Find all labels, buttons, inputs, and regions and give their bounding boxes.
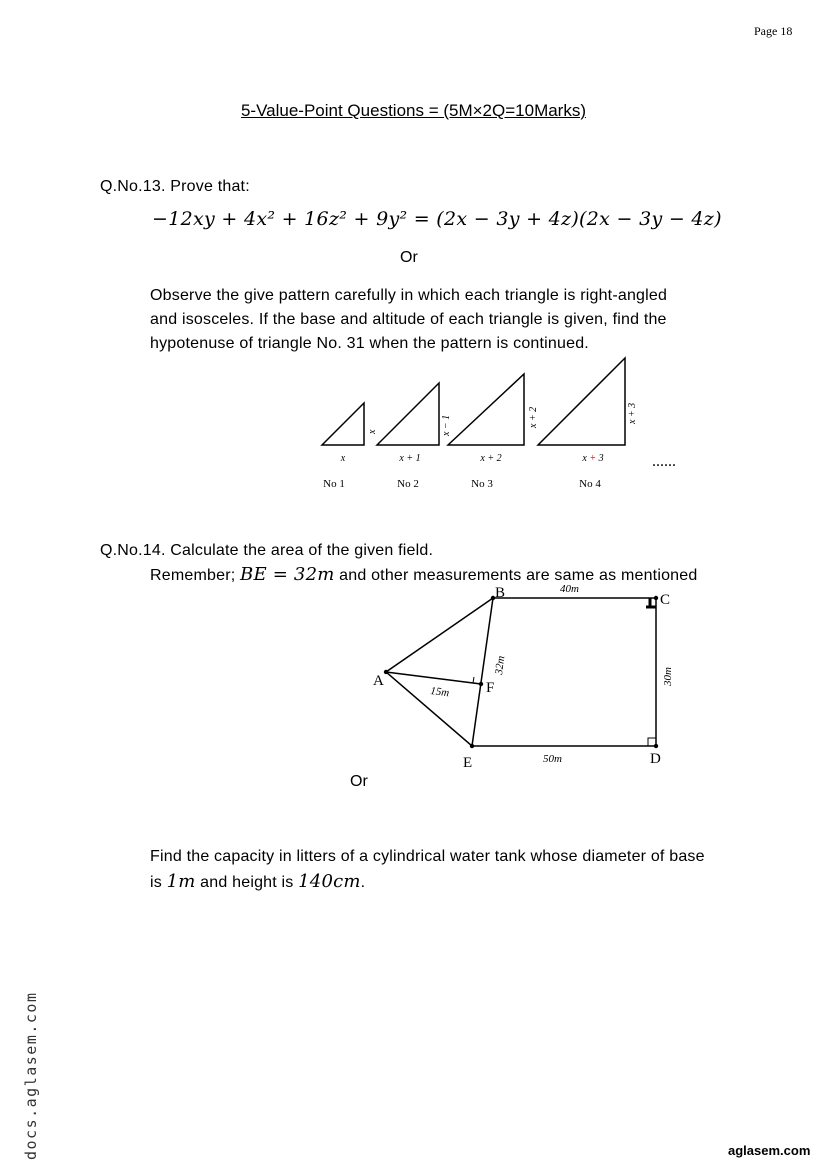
side-watermark: docs.aglasem.com [22, 991, 40, 1160]
q14-alt-end: . [360, 874, 366, 891]
page-number: Page 18 [754, 24, 793, 38]
q14-alt-mid: and height is [195, 874, 299, 891]
q14-alt-is: is [150, 874, 167, 891]
q14-or: Or [350, 773, 368, 790]
triangle-1-side: x [367, 429, 378, 434]
measure-top: 40m [560, 583, 579, 595]
altitude-af [386, 672, 481, 684]
measure-af: 15m [429, 685, 450, 700]
triangle-2-base: x + 1 [399, 453, 421, 464]
triangle-2 [377, 383, 439, 445]
q14-alt-diameter: 1m [166, 871, 196, 892]
triangle-3-base: x + 2 [480, 453, 502, 464]
label-f: F [486, 680, 495, 696]
field-outline [386, 598, 656, 746]
triangle-3-label: No 3 [471, 478, 493, 490]
point-c [654, 596, 658, 600]
label-d: D [650, 751, 661, 767]
q13-alt-line-2: and isosceles. If the base and altitude of each triangle is given, find the [150, 311, 667, 328]
footer-brand: aglasem.com [728, 1143, 811, 1158]
triangle-3 [448, 374, 524, 445]
q13-equation: −12xy + 4x² + 16z² + 9y² = (2x − 3y + 4z)(2x − 3y − 4z) [152, 208, 722, 230]
triangle-pattern-figure [300, 350, 720, 500]
triangle-4-label: No 4 [579, 478, 601, 490]
triangle-2-side: x − 1 [441, 414, 452, 436]
highlight-plus: + [589, 453, 597, 464]
q13-alt-line-3: hypotenuse of triangle No. 31 when the pattern is continued. [150, 335, 589, 352]
measure-right: 30m [662, 667, 674, 686]
field-figure [360, 580, 680, 775]
triangle-4-side: x + 3 [627, 402, 638, 424]
q14-remember-suffix: and other measurements are same as mentioned [334, 567, 698, 584]
q14-remember-prefix: Remember; [150, 567, 241, 584]
measure-be: 32m [493, 655, 508, 676]
label-e: E [463, 755, 473, 771]
triangle-3-side: x + 2 [528, 406, 539, 428]
triangle-2-label: No 2 [397, 478, 419, 490]
triangle-1-base: x [340, 453, 346, 464]
triangle-4 [538, 358, 625, 445]
pattern-ellipsis: ...... [652, 453, 676, 470]
q14-remember-math: BE = 32m [240, 564, 335, 585]
point-a [384, 670, 388, 674]
label-a: A [373, 673, 384, 689]
q14-label: Q.No.14. Calculate the area of the given field. [100, 542, 434, 559]
label-c: C [660, 592, 671, 608]
triangle-4-base: x + 3 [582, 453, 604, 464]
point-f [479, 682, 483, 686]
triangle-1-label: No 1 [323, 478, 345, 490]
diagonal-be [472, 598, 493, 746]
q14-alt-line-2 [150, 870, 365, 895]
point-e [470, 744, 474, 748]
triangle-1 [322, 403, 364, 445]
q13-alt-line-1: Observe the give pattern carefully in which each triangle is right-angled [150, 287, 668, 304]
q14-alt-height: 140cm [298, 871, 361, 892]
q13-label: Q.No.13. Prove that: [100, 178, 250, 195]
point-d [654, 744, 658, 748]
measure-bottom: 50m [543, 753, 562, 765]
section-heading: 5-Value-Point Questions = (5M×2Q=10Marks) [240, 101, 587, 120]
q13-or: Or [400, 249, 418, 266]
q14-alt-line-1: Find the capacity in litters of a cylindrical water tank whose diameter of base [150, 848, 705, 865]
label-b: B [495, 585, 506, 601]
